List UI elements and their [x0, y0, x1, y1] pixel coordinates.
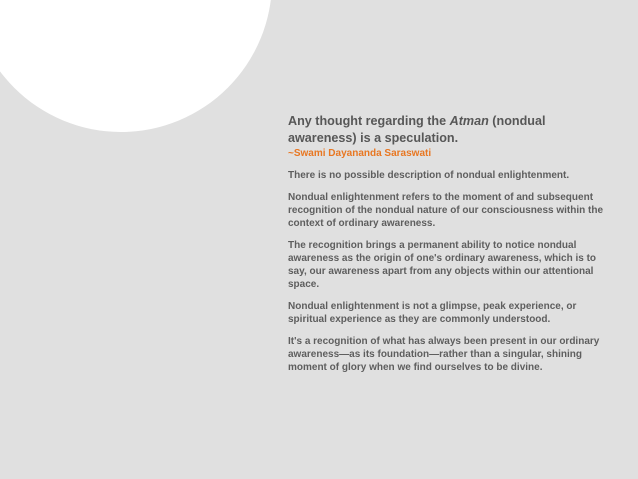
- paragraph: There is no possible description of nondual enlightenment.: [288, 170, 570, 181]
- quote-attribution: ~Swami Dayananda Saraswati: [288, 148, 432, 159]
- quote-after: (nondual awareness) is a speculation.: [288, 114, 546, 145]
- decorative-circle: [0, 0, 272, 132]
- text-block: [288, 113, 603, 383]
- paragraph: It's a recognition of what has always been present in our ordinary awareness—as its foundation—rather than a singular, shining moment of glory when we find ourselves to be divine.: [288, 336, 600, 374]
- paragraph: The recognition brings a permanent ability to notice nondual awareness as the origin of one's ordinary awareness, which is to say, our awareness apart from any objects within our attentional space.: [288, 239, 597, 291]
- paragraph: Nondual enlightenment is not a glimpse, peak experience, or spiritual experience as they are commonly understood.: [288, 301, 577, 326]
- quote: [288, 113, 603, 147]
- quote-emphasis: Atman: [449, 114, 489, 128]
- paragraph: Nondual enlightenment refers to the moment of and subsequent recognition of the nondual nature of our consciousness within the context of ordinary awareness.: [288, 191, 604, 230]
- quote-before: Any thought regarding the: [288, 114, 450, 128]
